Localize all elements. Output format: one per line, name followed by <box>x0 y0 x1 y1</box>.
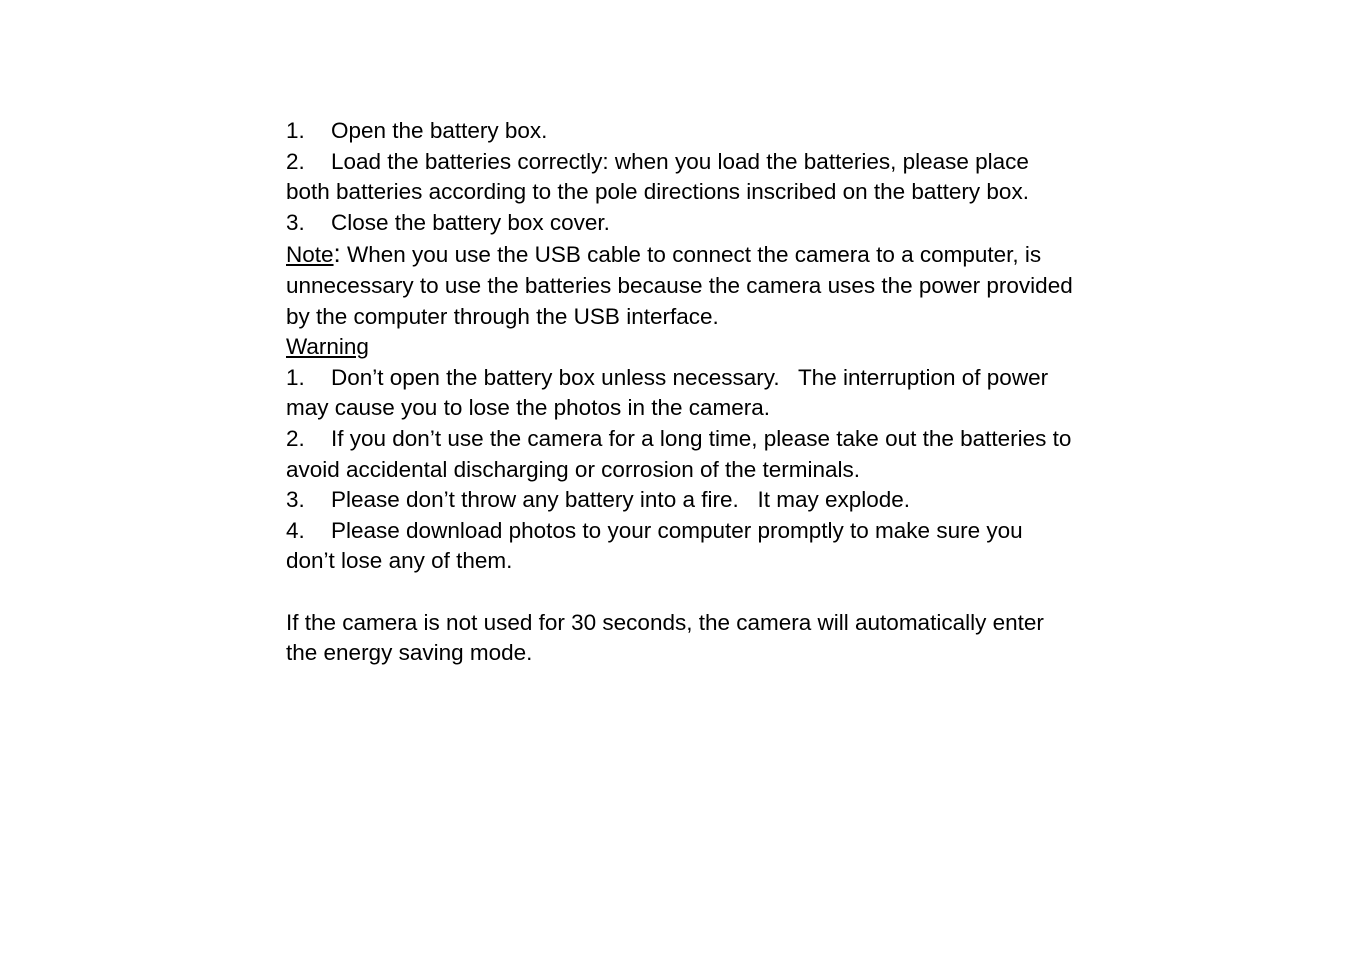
warning-text: If you don’t use the camera for a long time, please take out the batteries to avoid accidental discharging or corrosion of the terminals. <box>286 425 1078 482</box>
warning-number: 4. <box>286 517 305 543</box>
step-1 <box>286 116 1076 147</box>
step-number: 3. <box>286 209 305 235</box>
note-text: When you use the USB cable to connect the camera to a computer, is unnecessary to use the batteries because the camera uses the power provided by the computer through the USB interface. <box>286 242 1079 329</box>
warning-title: Warning <box>286 334 369 360</box>
warning-number: 3. <box>286 487 305 513</box>
warning-text: Please download photos to your computer promptly to make sure you don’t lose any of them. <box>286 517 1029 574</box>
step-3 <box>286 208 1076 239</box>
step-number: 2. <box>286 148 305 174</box>
warning-number: 1. <box>286 364 305 390</box>
note-colon: : <box>333 238 341 269</box>
warning-item-2 <box>286 424 1076 485</box>
warning-item-3 <box>286 485 1076 516</box>
note-paragraph <box>286 238 1079 332</box>
warning-number: 2. <box>286 425 305 451</box>
paragraph-spacer <box>286 577 1076 608</box>
warning-text: Don’t open the battery box unless necessary. The interruption of power may cause you to lose the photos in the camera. <box>286 364 1055 421</box>
warning-item-4 <box>286 516 1076 577</box>
note-label: Note <box>286 242 334 268</box>
step-text: Load the batteries correctly: when you load the batteries, please place both batteries according to the pole directions inscribed on the battery box. <box>286 148 1036 205</box>
warning-item-1 <box>286 363 1076 424</box>
energy-saving-paragraph: If the camera is not used for 30 seconds, the camera will automatically enter the energy saving mode. <box>286 609 1051 666</box>
step-text: Open the battery box. <box>331 118 548 143</box>
warning-heading <box>286 332 1076 363</box>
document-body <box>286 116 1079 669</box>
step-text: Close the battery box cover. <box>331 209 610 235</box>
step-number: 1. <box>286 118 305 143</box>
warning-text: Please don’t throw any battery into a fire. It may explode. <box>331 487 911 513</box>
step-2 <box>286 147 1076 208</box>
